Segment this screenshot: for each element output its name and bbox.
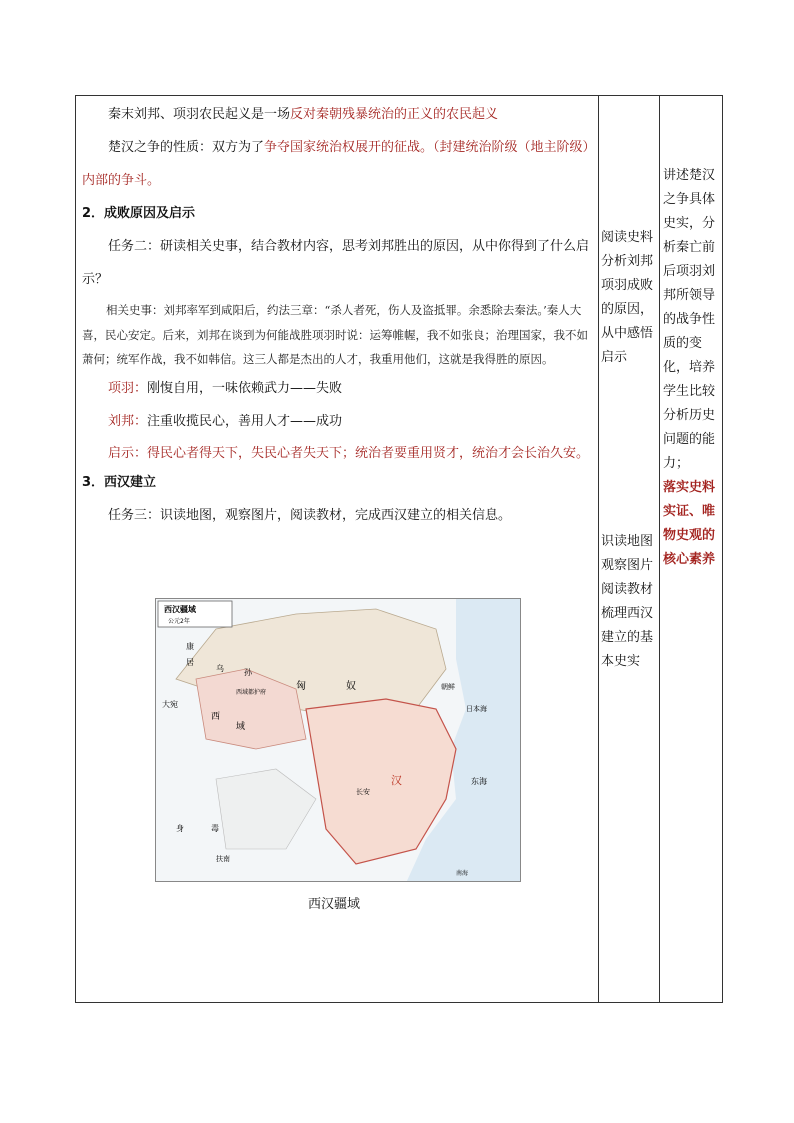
map-label: 扶南: [216, 855, 230, 863]
map-label: 乌: [216, 664, 224, 673]
activity-1: 阅读史料分析刘邦项羽成败的原因，从中感悟启示: [601, 230, 654, 365]
western-han-map: [155, 598, 521, 882]
section-heading-2: 2．成败原因及启示: [82, 206, 196, 221]
map-label: 奴: [346, 681, 356, 692]
map-label: 孙: [244, 668, 252, 677]
map-label: 康: [186, 642, 194, 651]
map-label: 日本海: [466, 705, 487, 713]
map-title: 西汉疆域: [164, 605, 196, 614]
design-intent-column: [663, 96, 723, 572]
map-label: 匈: [296, 681, 306, 692]
map-label: 大宛: [162, 700, 178, 709]
xiangyu-line: 项羽：刚愎自用，一味依赖武力——失败: [108, 380, 343, 396]
column-divider-1: [598, 95, 599, 1003]
liubang-line: 刘邦：注重收揽民心，善用人才——成功: [108, 413, 343, 429]
map-label: 长安: [356, 788, 370, 796]
map-subtitle: 公元2年: [168, 618, 190, 625]
lesson-content-column: [82, 98, 594, 532]
map-label: 西域都护府: [236, 689, 267, 696]
highlight-text: 争夺国家统治权展开的征战: [264, 140, 421, 155]
design-highlight: 落实史料实证、唯物史观的核心素养: [663, 480, 716, 567]
column-divider-2: [659, 95, 660, 1003]
map-label: 身: [176, 824, 184, 833]
task-3: 任务三：识读地图，观察图片，阅读教材，完成西汉建立的相关信息。: [108, 507, 512, 523]
section-heading-3: 3．西汉建立: [82, 474, 157, 490]
student-activity-column: [601, 96, 659, 674]
historical-quote: 相关史事：刘邦率军到咸阳后，约法三章：“杀人者死，伤人及盗抵罪。余悉除去秦法。’秦人大喜，民心安定。后来，刘邦在谈到为何能战胜项羽时说：运筹帷幄，我不如张良；治理国家，我不如萧何；统军作战，我不如韩信。这三人都是杰出的人才，我重用他们，这就是我得胜的原因。: [82, 303, 588, 366]
map-label: 朝鲜: [441, 683, 455, 691]
paragraph-2: 楚汉之争的性质：双方为了争夺国家统治权展开的征战。（封建统治阶级（地主阶级）内部的争斗。: [82, 140, 590, 188]
qishi-line: 启示：得民心者得天下，失民心者失天下；统治者要重用贤才，统治才会长治久安。: [108, 445, 590, 461]
map-label: 居: [186, 658, 194, 667]
paragraph-1: 秦末刘邦、项羽农民起义是一场反对秦朝残暴统治的正义的农民起义: [108, 107, 499, 122]
map-label: 域: [236, 722, 246, 732]
activity-2: 识读地图观察图片阅读教材梳理西汉建立的基本史实: [601, 534, 654, 669]
highlight-text: 反对秦朝残暴统治的正义的农民起义: [290, 107, 499, 122]
task-2: 任务二：研读相关史事，结合教材内容，思考刘邦胜出的原因，从中你得到了什么启示？: [82, 239, 590, 287]
map-graphic: [156, 599, 521, 882]
map-caption: 西汉疆域: [308, 897, 361, 912]
map-label: 毒: [211, 824, 219, 833]
map-label: 汉: [391, 774, 402, 787]
map-label: 西: [211, 712, 221, 722]
map-label: 南海: [456, 870, 469, 877]
design-text: 讲述楚汉之争具体史实，分析秦亡前后项羽刘邦所领导的战争性质的变化，培养学生比较分析历史问题的能力；: [663, 168, 716, 471]
map-label: 东海: [471, 777, 487, 786]
